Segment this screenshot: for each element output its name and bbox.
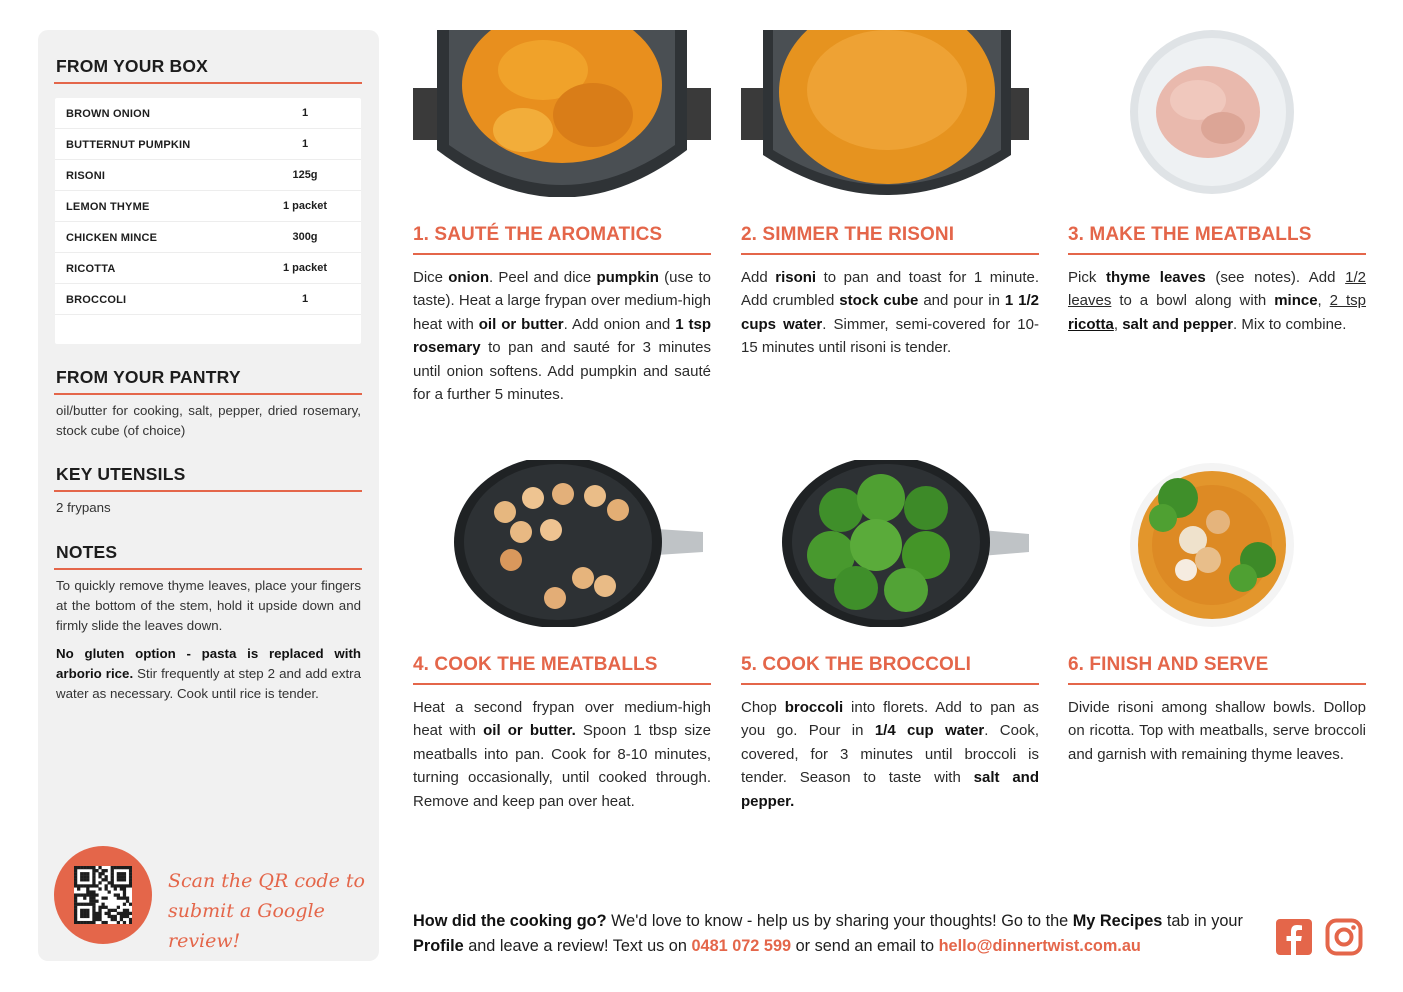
table-row (55, 160, 361, 191)
note-gluten-bold: No gluten option - pasta is replaced with arborio rice. (56, 646, 361, 681)
step-text: (see notes). Add (1205, 269, 1346, 286)
step-4-title: 4. COOK THE MEATBALLS (413, 654, 658, 675)
risoni-pan-photo (741, 30, 1039, 197)
step-text: . Add onion and (563, 315, 676, 333)
step-4-rule (413, 683, 711, 685)
ingredients-sidebar (38, 30, 379, 961)
table-row (55, 129, 361, 160)
feedback-footer (413, 909, 1263, 959)
ingredient-qty: 1 packet (282, 262, 328, 274)
step-text: and pour in (918, 292, 1005, 310)
step-text: . Peel and dice (489, 269, 597, 286)
step-text: broccoli (784, 699, 844, 716)
from-box-title: FROM YOUR BOX (56, 56, 209, 76)
step-1-rule (413, 253, 711, 255)
facebook-icon[interactable] (1275, 918, 1313, 956)
step-1-body (413, 266, 711, 406)
utensils-text: 2 frypans (56, 500, 111, 515)
step-2-title: 2. SIMMER THE RISONI (741, 224, 955, 245)
table-row (55, 253, 361, 284)
step-text: to a bowl along with (1111, 292, 1275, 310)
step-text: 1/4 cup water (874, 722, 985, 740)
my-recipes-link[interactable]: My Recipes (1072, 912, 1163, 930)
footer-question: How did the cooking go? (413, 912, 607, 930)
qr-badge[interactable] (54, 846, 152, 944)
step-text: 1 tsp rosemary (413, 315, 711, 357)
step-3-body (1068, 266, 1366, 336)
table-row (55, 191, 361, 222)
step-text: Dice (413, 269, 449, 286)
broccoli-pan-photo (741, 460, 1039, 627)
step-text: onion (448, 269, 490, 286)
step-2-rule (741, 253, 1039, 255)
step-5-rule (741, 683, 1039, 685)
divider (54, 568, 362, 570)
step-2-body (741, 266, 1039, 360)
step-text: , (1113, 315, 1123, 333)
step-text: . Simmer, semi-covered for 10-15 minutes until risoni is tender. (741, 315, 1039, 357)
ingredient-name: CHICKEN MINCE (66, 232, 158, 244)
ingredient-qty: 1 (301, 107, 309, 119)
qr-cta-line2: submit a Google review! (168, 900, 325, 952)
step-text: salt and pepper (1122, 315, 1234, 333)
note-thyme: To quickly remove thyme leaves, place your fingers at the bottom of the stem, hold it upside down and firmly slide the leaves down. (56, 578, 361, 633)
footer-text: or send an email to (791, 937, 939, 955)
step-text: , (1317, 292, 1330, 310)
ingredient-name: BUTTERNUT PUMPKIN (66, 139, 191, 151)
step-text: . Cook, covered, for 3 minutes until broccoli is tender. Season to taste with (741, 722, 1039, 787)
notes-title: NOTES (56, 542, 118, 562)
ingredient-qty: 1 (301, 138, 309, 150)
step-text: Pick (1068, 269, 1106, 286)
step-text: salt and pepper. (741, 769, 1039, 810)
step-text: risoni (775, 269, 817, 286)
footer-text: and leave a review! Text us on (463, 937, 692, 955)
ingredient-qty: 1 packet (282, 200, 328, 212)
divider (54, 393, 362, 395)
finished-dish-photo (1068, 460, 1366, 627)
table-row (55, 98, 361, 129)
ingredient-name: BROCCOLI (66, 294, 127, 306)
table-row (55, 284, 361, 315)
step-text: to pan and toast for 1 minute. Add crumbled (741, 269, 1039, 310)
box-ingredients-table (55, 98, 361, 344)
step-text: oil or butter. (483, 722, 576, 740)
ingredient-qty: 125g (292, 169, 318, 181)
email-link[interactable]: hello@dinnertwist.com.au (938, 937, 1141, 955)
step-text: to pan and sauté for 3 minutes until onion softens. Add pumpkin and sauté for a further 5 minutes. (413, 339, 711, 404)
mince-bowl-photo (1068, 30, 1366, 197)
step-text: Heat a second frypan over medium-high heat with (413, 699, 711, 740)
footer-text: We'd love to know - help us by sharing your thoughts! Go to the (606, 912, 1073, 930)
step-text: into florets. Add to pan as you go. Pour in (741, 699, 1039, 740)
qr-code-icon[interactable] (74, 866, 132, 924)
step-3-rule (1068, 253, 1366, 255)
pantry-text: oil/butter for cooking, salt, pepper, dried rosemary, stock cube (of choice) (56, 403, 361, 438)
step-text: Add (741, 269, 776, 286)
step-6-rule (1068, 683, 1366, 685)
step-text: 1 1/2 cups water (741, 292, 1039, 333)
step-text: Spoon 1 tbsp size meatballs into pan. Cook for 8-10 minutes, turning occasionally, until cooked through. Remove and keep pan over heat. (413, 722, 711, 810)
step-text: thyme leaves (1105, 269, 1206, 286)
utensils-title: KEY UTENSILS (56, 464, 186, 484)
ingredient-qty: 1 (301, 293, 309, 305)
qr-call-to-action (168, 866, 368, 956)
step-text: stock cube (839, 292, 919, 310)
step-text: mince (1274, 292, 1318, 310)
step-text: (use to taste). Heat a large frypan over medium-high heat with (413, 269, 711, 333)
qr-cta-line1: Scan the QR code to (168, 870, 365, 892)
step-text: pumpkin (596, 269, 659, 286)
step-3-title: 3. MAKE THE MEATBALLS (1068, 224, 1312, 245)
pumpkin-pan-photo (413, 30, 711, 197)
profile-link[interactable]: Profile (413, 937, 464, 955)
ingredient-name: BROWN ONION (66, 108, 151, 120)
step-text: ricotta (1068, 315, 1114, 333)
step-5-body (741, 696, 1039, 813)
note-gluten (56, 644, 361, 704)
table-row (55, 222, 361, 253)
ingredient-name: RISONI (66, 170, 106, 182)
pantry-title: FROM YOUR PANTRY (56, 367, 241, 387)
ingredient-name: LEMON THYME (66, 201, 150, 213)
instagram-icon[interactable] (1325, 918, 1363, 956)
step-text: Chop (741, 699, 785, 716)
step-6-title: 6. FINISH AND SERVE (1068, 654, 1269, 675)
note-gluten-rest: Stir frequently at step 2 and add extra water as necessary. Cook until rice is tender. (56, 666, 361, 701)
phone-link[interactable]: 0481 072 599 (691, 937, 792, 955)
ingredient-qty: 300g (292, 231, 318, 243)
step-5-title: 5. COOK THE BROCCOLI (741, 654, 972, 675)
divider (54, 490, 362, 492)
ingredient-name: RICOTTA (66, 263, 116, 275)
step-6-body (1068, 696, 1366, 766)
step-text: 2 tsp (1329, 292, 1366, 310)
footer-text: tab in your (1162, 912, 1243, 930)
step-1-title: 1. SAUTÉ THE AROMATICS (413, 224, 663, 245)
meatballs-pan-photo (413, 460, 711, 627)
step-text: . Mix to combine. (1233, 315, 1347, 333)
step-text: Divide risoni among shallow bowls. Dollop on ricotta. Top with meatballs, serve broccoli and garnish with remaining thyme leaves. (1068, 699, 1366, 763)
step-4-body (413, 696, 711, 813)
step-text: 1/2 leaves (1068, 269, 1366, 310)
step-text: oil or butter (478, 315, 564, 333)
divider (54, 82, 362, 84)
